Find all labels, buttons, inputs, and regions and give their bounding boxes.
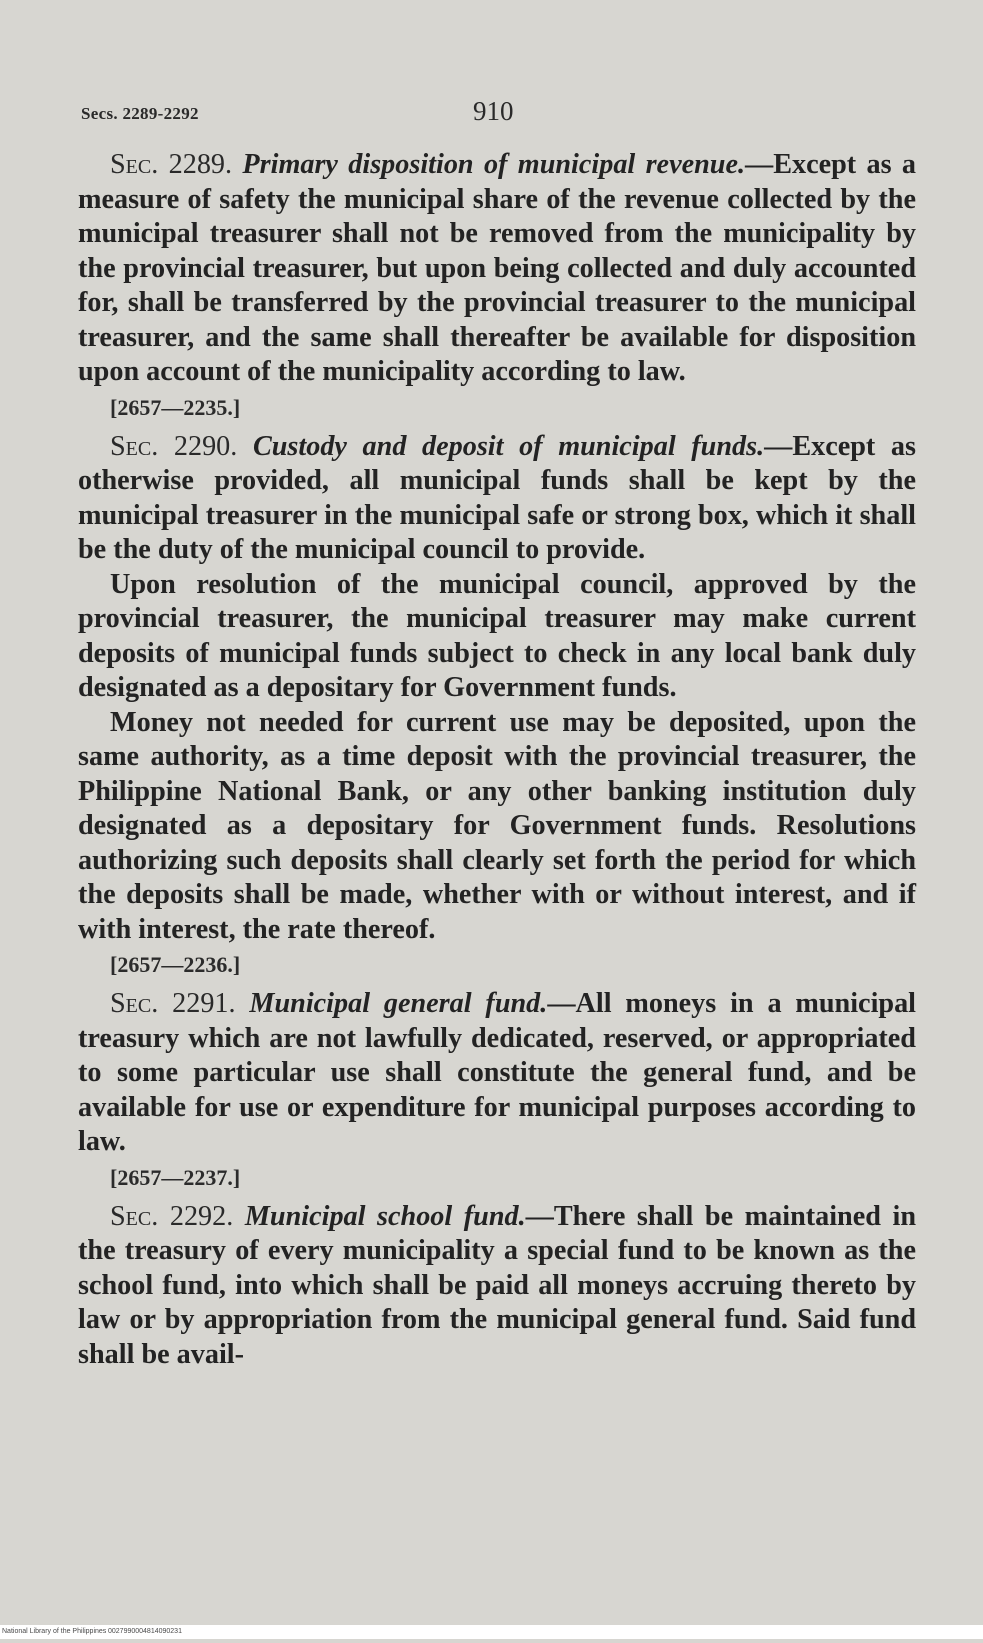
section-label: Sec. 2290.: [110, 430, 238, 462]
footer-id: 0027990004814090231: [108, 1628, 182, 1635]
scan-footer: [0, 1625, 983, 1639]
section-title: Primary disposition of municipal revenue.: [242, 149, 746, 180]
section-body: There shall be maintained in the treasury of every municipality a special fund to be known as the school fund, into which shall be paid all moneys accruing thereto by law or by appropriation from the municipal general fund. Said fund shall be avail-: [78, 1200, 917, 1370]
section-label: Sec. 2292.: [110, 1200, 234, 1232]
footer-library: National Library of the Philippines: [2, 1628, 107, 1635]
section-body: All moneys in a municipal treasury which are not lawfully dedicated, reserved, or appropriated to some particular use shall constitute the general fund, and be available for use or expenditure for municipal purposes according to law.: [78, 988, 916, 1157]
citation-2290: [2657—2236.]: [110, 952, 241, 977]
section-2290-paragraph-3: Money not needed for current use may be deposited, upon the same authority, as a time deposit with the provincial treasurer, the Philippine National Bank, or any other banking institution duly designated as a depositary for Government funds. Resolutions authorizing such deposits shall clearly set forth the period for which the deposits shall be made, whether with or without interest, and if with interest, the rate thereof.: [78, 706, 916, 945]
section-2292: [78, 1200, 916, 1373]
title-dash: —: [547, 988, 576, 1019]
title-dash: —: [745, 149, 774, 180]
page-header: [81, 92, 921, 132]
section-label: Sec. 2289.: [110, 149, 233, 180]
section-2291: [78, 987, 916, 1160]
page-body: [78, 148, 916, 1372]
section-title: Municipal general fund.: [249, 988, 548, 1019]
title-dash: —: [764, 430, 793, 462]
section-title: Municipal school fund.: [244, 1200, 526, 1232]
section-2290: [78, 430, 916, 568]
section-body: Except as otherwise provided, all municipal funds shall be kept by the municipal treasurer in the municipal safe or strong box, which it shall be the duty of the municipal council to provide.: [78, 430, 916, 565]
section-2290-paragraph-2: Upon resolution of the municipal council, approved by the provincial treasurer, the municipal treasurer may make current deposits of municipal funds subject to check in any local bank duly designated as a depositary for Government funds.: [78, 568, 916, 703]
section-label: Sec. 2291.: [110, 988, 236, 1019]
section-title: Custody and deposit of municipal funds.: [252, 430, 765, 462]
running-head: Secs. 2289-2292: [81, 104, 199, 123]
citation-2289: [2657—2235.]: [110, 394, 241, 420]
section-2289: [78, 148, 916, 390]
citation-2291: [2657—2237.]: [110, 1164, 241, 1190]
section-body: Except as a measure of safety the municipal share of the revenue collected by the municipal treasurer shall not be removed from the municipality by the provincial treasurer, but upon being collected and duly accounted for, shall be transferred by the provincial treasurer to the municipal treasurer, and the same shall thereafter be available for disposition upon account of the municipality according to law.: [78, 149, 917, 387]
title-dash: —: [525, 1200, 554, 1232]
page-number: 910: [473, 96, 514, 126]
